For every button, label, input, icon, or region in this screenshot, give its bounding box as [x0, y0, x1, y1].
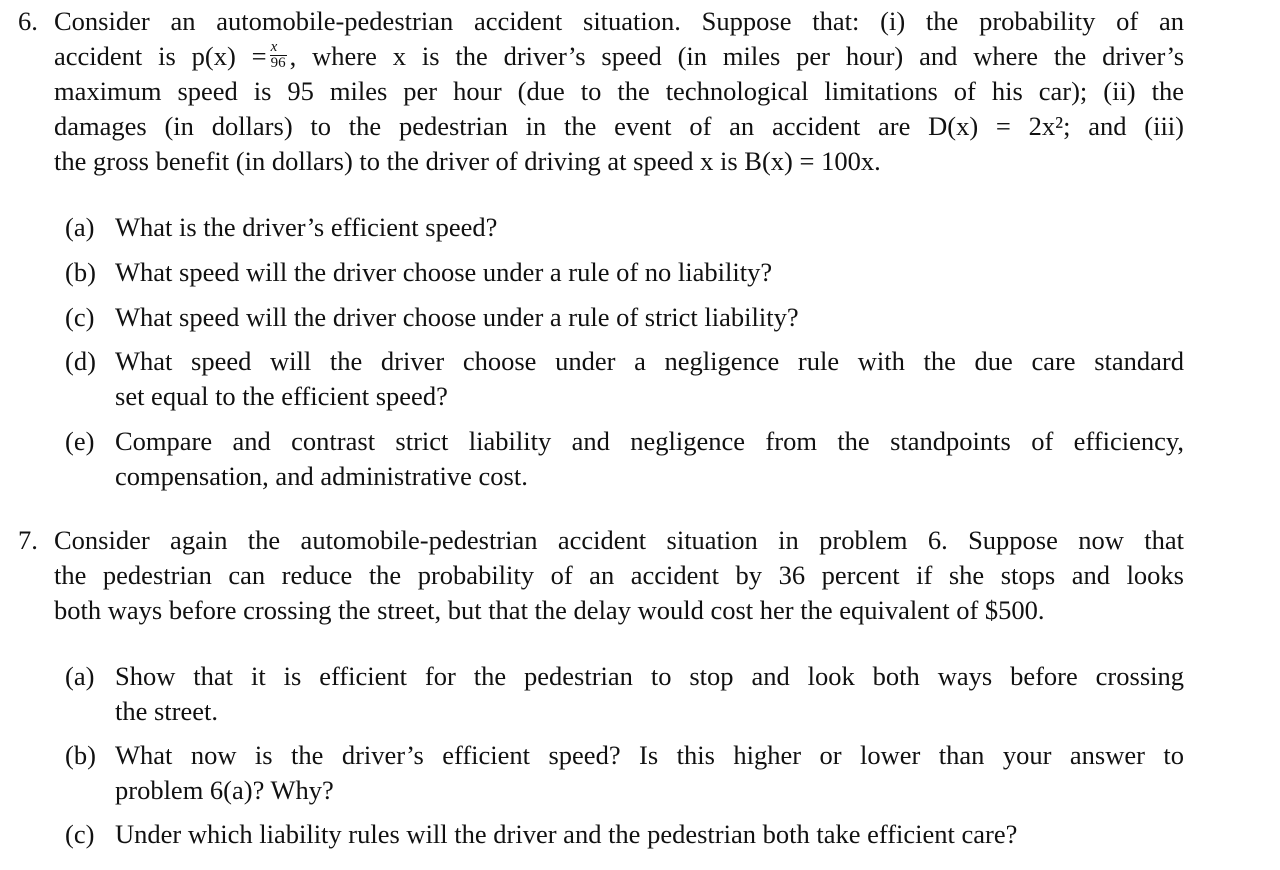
part-text: the street. — [115, 696, 219, 726]
problem-7-line-1 — [18, 523, 1184, 558]
part-text: compensation, and administrative cost. — [115, 461, 528, 491]
part-text: problem 6(a)? Why? — [115, 775, 334, 805]
problem-6-line-1 — [18, 4, 1184, 39]
problem-6-part-d — [65, 344, 1184, 414]
problem-6-part-e — [65, 424, 1184, 494]
part-text: What speed will the driver choose under a rule of strict liability? — [115, 302, 799, 332]
problem-7-number: 7. — [18, 525, 38, 555]
problem-6-part-a — [65, 210, 1184, 245]
part-text: Compare and contrast strict liability and negligence from the standpoints of efficiency, — [115, 426, 1184, 456]
problem-7 — [18, 523, 1184, 628]
problem-6-line-2: accident is p(x) = $\frac{x}{96}$ , where x is the driver’s speed (in miles per hour) and where the driver’s — [54, 39, 1185, 72]
problem-7-part-c — [65, 817, 1184, 852]
problem-7-line-2: the pedestrian can reduce the probability of an accident by 36 percent if she stops and looks — [54, 560, 1184, 590]
problem-7-line-1-text: Consider again the automobile-pedestrian accident situation in problem 6. Suppose now that — [54, 525, 1184, 555]
part-text: Under which liability rules will the driver and the pedestrian both take efficient care? — [115, 819, 1018, 849]
problem-6-line-3: maximum speed is 95 miles per hour (due to the technological limitations of his car); (ii) the — [54, 76, 1184, 106]
part-label: (d) — [65, 346, 96, 376]
problem-6-line-5: the gross benefit (in dollars) to the driver of driving at speed x is B(x) = 100x. — [54, 146, 881, 176]
problem-6-part-b — [65, 255, 1184, 290]
part-text: What now is the driver’s efficient speed? Is this higher or lower than your answer to — [115, 740, 1184, 770]
probability-fraction — [270, 40, 287, 71]
part-label: (c) — [65, 819, 95, 849]
part-label: (b) — [65, 740, 96, 770]
part-text: What is the driver’s efficient speed? — [115, 212, 498, 242]
fraction-denominator: 96 — [270, 55, 286, 72]
part-label: (a) — [65, 661, 95, 691]
problem-6-line-2-prefix: accident is p(x) = — [54, 41, 267, 71]
part-label: (e) — [65, 426, 95, 456]
problem-6-number: 6. — [18, 6, 38, 36]
problem-7-line-3: both ways before crossing the street, but that the delay would cost her the equivalent of $500. — [54, 595, 1045, 625]
problem-7-part-a — [65, 659, 1184, 729]
part-label: (c) — [65, 302, 95, 332]
part-text: Show that it is efficient for the pedestrian to stop and look both ways before crossing — [115, 661, 1184, 691]
part-label: (b) — [65, 257, 96, 287]
problem-6-line-2-text: where x is the driver’s speed (in miles per hour) and where the driver’s — [312, 41, 1185, 71]
problem-6 — [18, 4, 1184, 179]
part-label: (a) — [65, 212, 95, 242]
problem-6-line-4: damages (in dollars) to the pedestrian in the event of an accident are D(x) = 2x²; and (iii) — [54, 111, 1184, 141]
part-text: What speed will the driver choose under a rule of no liability? — [115, 257, 773, 287]
part-text: set equal to the efficient speed? — [115, 381, 448, 411]
problem-6-line-1-text: Consider an automobile-pedestrian accident situation. Suppose that: (i) the probability of an — [54, 6, 1184, 36]
part-text: What speed will the driver choose under a negligence rule with the due care standard — [115, 346, 1184, 376]
fraction-numerator: x — [270, 40, 287, 56]
problem-7-part-b — [65, 738, 1184, 808]
problem-6-part-c — [65, 300, 1184, 335]
